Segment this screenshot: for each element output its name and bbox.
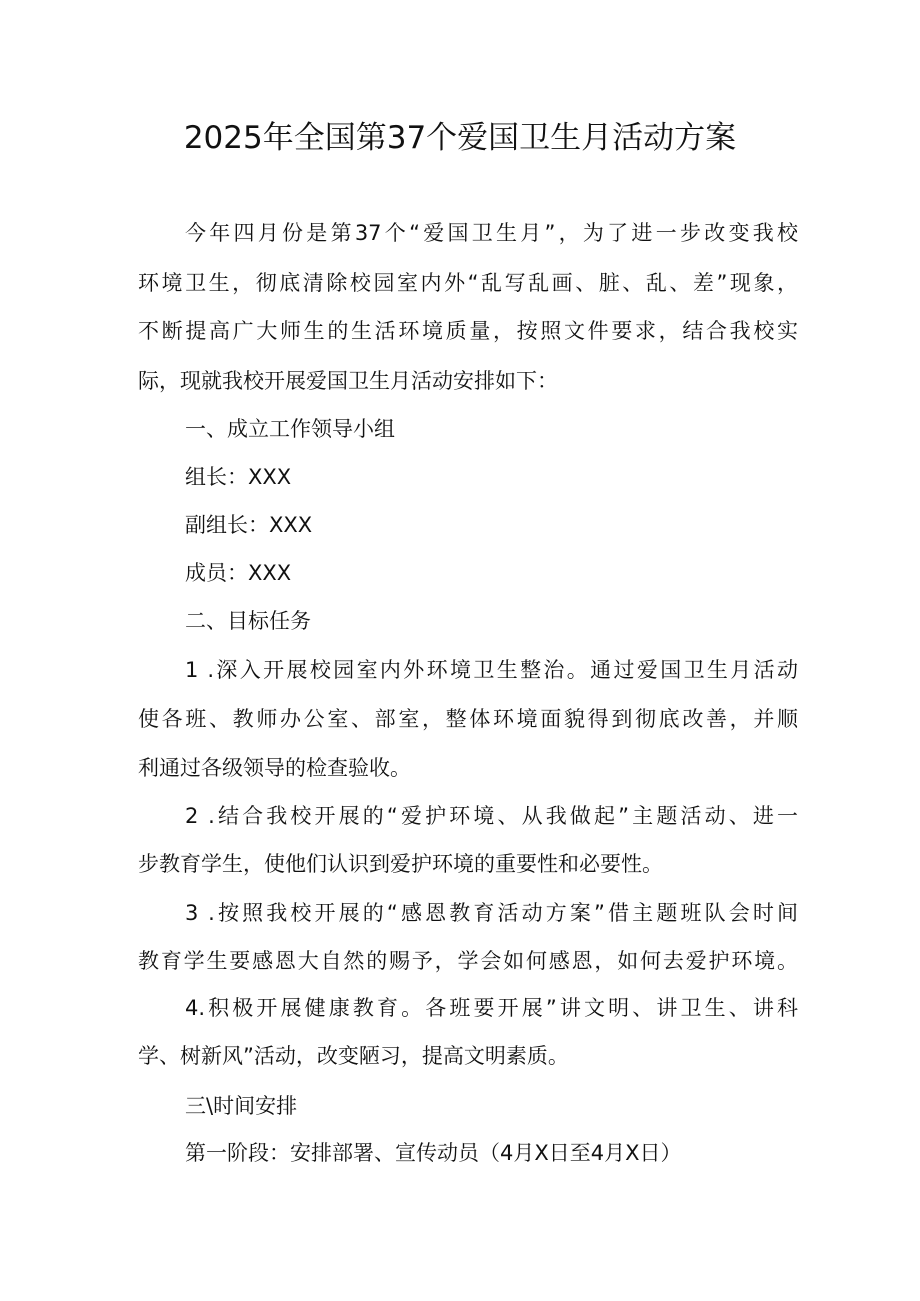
group-members: 成员：XXX: [185, 561, 292, 585]
intro-line-4: 际，现就我校开展爱国卫生月活动安排如下：: [138, 369, 558, 393]
section-1-heading: 一、成立工作领导小组: [185, 417, 395, 441]
document-title: 2025年全国第37个爱国卫生月活动方案: [183, 120, 737, 156]
group-leader: 组长：XXX: [185, 465, 292, 489]
intro-line-3: 不断提高广大师生的生活环境质量，按照文件要求，结合我校实: [138, 319, 798, 343]
deputy-leader: 副组长：XXX: [185, 513, 313, 537]
task-3-line-2: 教育学生要感恩大自然的赐予，学会如何感恩，如何去爱护环境。: [138, 949, 798, 973]
task-2-line-2: 步教育学生，使他们认识到爱护环境的重要性和必要性。: [138, 852, 663, 876]
stage-1: 第一阶段：安排部署、宣传动员（4月X日至4月X日）: [185, 1141, 682, 1165]
section-2-heading: 二、目标任务: [185, 609, 311, 633]
task-4-line-1: 4.积极开展健康教育。各班要开展”讲文明、讲卫生、讲科: [185, 996, 798, 1020]
task-4-line-2: 学、树新风”活动，改变陋习，提高文明素质。: [138, 1044, 569, 1068]
task-1-line-2: 使各班、教师办公室、部室，整体环境面貌得到彻底改善，并顺: [138, 707, 798, 731]
task-1-line-1: 1 .深入开展校园室内外环境卫生整治。通过爱国卫生月活动: [185, 658, 798, 682]
intro-line-2: 环境卫生，彻底清除校园室内外“乱写乱画、脏、乱、差”现象，: [138, 271, 798, 295]
task-2-line-1: 2 .结合我校开展的“爱护环境、从我做起”主题活动、进一: [185, 804, 798, 828]
intro-line-1: 今年四月份是第37个“爱国卫生月”，为了进一步改变我校: [185, 221, 798, 245]
task-3-line-1: 3 .按照我校开展的“感恩教育活动方案”借主题班队会时间: [185, 901, 798, 925]
section-3-heading: 三\时间安排: [185, 1094, 298, 1118]
task-1-line-3: 利通过各级领导的检查验收。: [138, 756, 411, 780]
